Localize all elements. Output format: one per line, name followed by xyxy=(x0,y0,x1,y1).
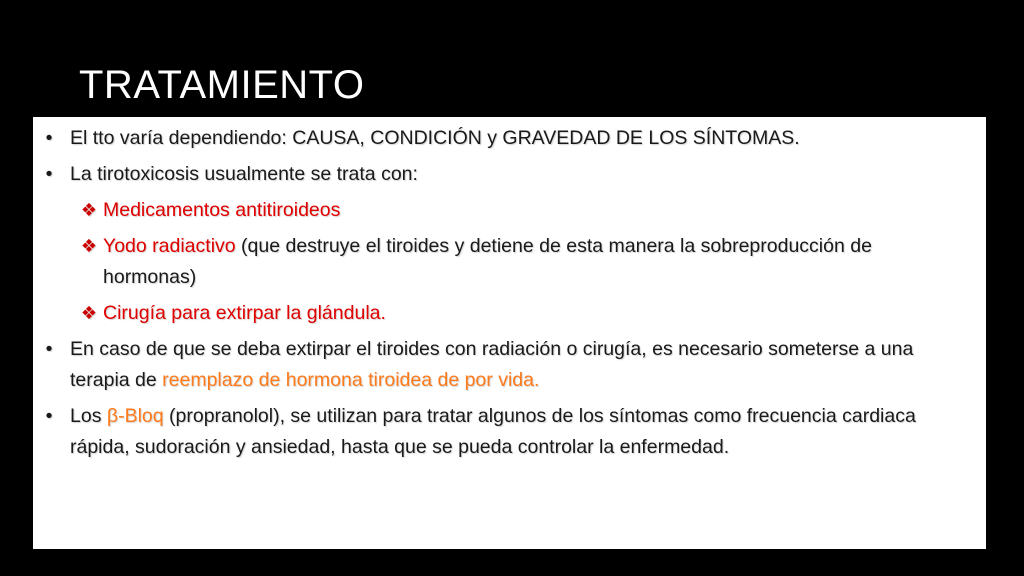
bullet-text: La tirotoxicosis usualmente se trata con: xyxy=(70,163,418,185)
content-panel xyxy=(33,117,986,549)
bullet-item-3 xyxy=(33,334,986,396)
bullet-highlight: β-Bloq xyxy=(106,405,164,427)
bullet-highlight: reemplazo de hormona tiroidea de por vida. xyxy=(162,369,540,391)
sub-item-3 xyxy=(33,298,986,329)
sub-item-text: Cirugía para extirpar la glándula. xyxy=(103,302,386,324)
sub-item-text: Medicamentos antitiroideos xyxy=(103,199,341,221)
sub-item-highlight: Yodo radiactivo xyxy=(103,235,236,257)
slide-title: TRATAMIENTO xyxy=(79,63,365,107)
bullet-text: (propranolol), se utilizan para tratar algunos de los síntomas como frecuencia cardiaca rápida, sudoración y ansiedad, hasta que se pueda controlar la enfermedad. xyxy=(70,405,916,458)
bullet-text: En caso de que se deba extirpar el tiroides con radiación o cirugía, es necesario someterse a una terapia de xyxy=(70,338,914,391)
bullet-text: El tto varía dependiendo: CAUSA, CONDICIÓN y GRAVEDAD DE LOS SÍNTOMAS. xyxy=(70,127,800,149)
sub-item-1 xyxy=(33,195,986,226)
bullet-icon: • xyxy=(45,405,53,427)
diamond-icon: ❖ xyxy=(80,236,98,256)
bullet-item-4 xyxy=(33,401,986,463)
bullet-icon: • xyxy=(45,338,53,360)
bullet-item-1 xyxy=(33,123,986,154)
diamond-icon: ❖ xyxy=(80,200,98,220)
bullet-icon: • xyxy=(45,163,53,185)
diamond-icon: ❖ xyxy=(80,303,98,323)
sub-item-2 xyxy=(33,231,986,293)
bullet-icon: • xyxy=(45,127,53,149)
bullet-text-pre: Los xyxy=(70,405,107,427)
bullet-list xyxy=(33,123,986,463)
sub-item-text: (que destruye el tiroides y detiene de esta manera la sobreproducción de hormonas) xyxy=(103,235,872,288)
bullet-item-2 xyxy=(33,159,986,190)
